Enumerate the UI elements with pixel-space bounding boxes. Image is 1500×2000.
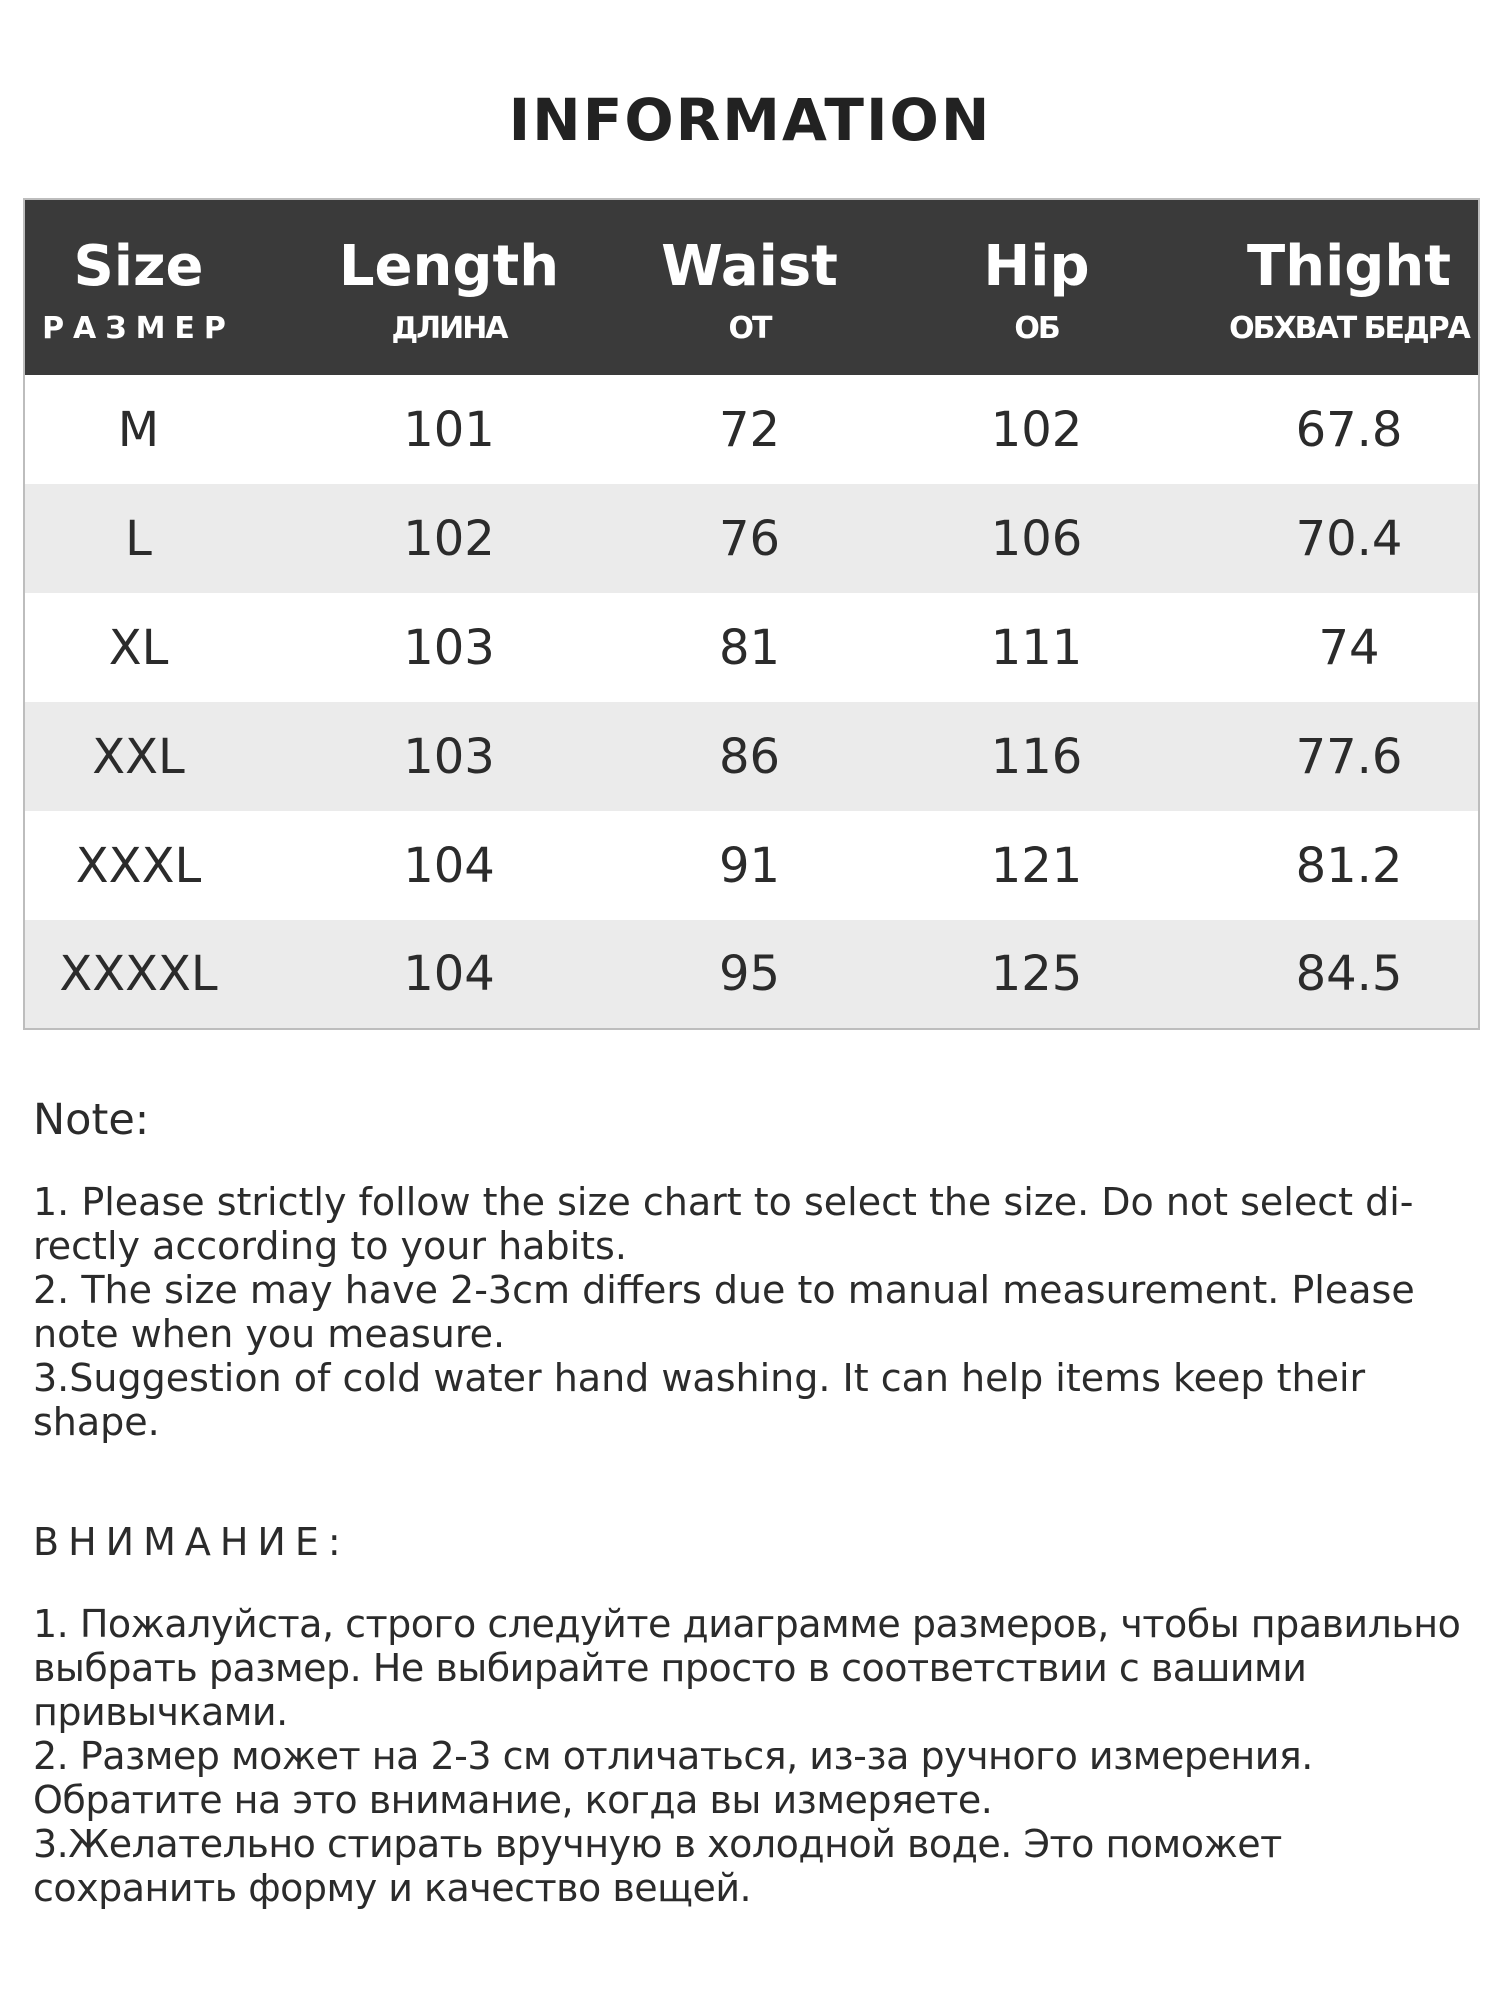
cell-thigh: 81.2 xyxy=(1295,837,1403,894)
cell-size: XXL xyxy=(92,728,185,785)
cell-hip: 106 xyxy=(990,510,1083,567)
header-label-en: Size xyxy=(73,233,204,299)
cell-length: 104 xyxy=(403,946,495,1002)
header-label-ru: ОБ xyxy=(1014,310,1059,346)
note-item: 3.Suggestion of cold water hand washing. It can help items keep their shape. xyxy=(33,1356,1366,1444)
header-label-en: Waist xyxy=(661,233,838,299)
cell-waist: 72 xyxy=(718,401,781,458)
header-label-ru: РАЗМЕР xyxy=(42,310,235,346)
cell-thigh: 67.8 xyxy=(1295,401,1403,458)
cell-hip: 116 xyxy=(990,728,1083,785)
cell-hip: 111 xyxy=(990,619,1083,676)
cell-length: 101 xyxy=(403,401,495,458)
header-waist xyxy=(646,199,853,375)
table-row xyxy=(24,920,1479,1029)
header-length xyxy=(252,199,646,375)
header-label-ru: ДЛИНА xyxy=(391,310,507,346)
cell-thigh: 74 xyxy=(1318,619,1380,676)
cell-hip: 125 xyxy=(990,946,1083,1002)
cell-length: 104 xyxy=(403,837,495,894)
note-ru-list xyxy=(33,1602,1463,1910)
header-size xyxy=(24,199,252,375)
cell-length: 102 xyxy=(403,510,495,567)
note-list xyxy=(33,1180,1463,1444)
size-chart-table xyxy=(23,198,1480,1030)
cell-size: XL xyxy=(108,619,169,676)
table-row xyxy=(24,593,1479,702)
cell-waist: 81 xyxy=(718,619,781,676)
cell-thigh: 70.4 xyxy=(1295,510,1403,567)
cell-hip: 102 xyxy=(990,401,1083,458)
table-row xyxy=(24,702,1479,811)
header-label-ru: ОТ xyxy=(728,310,771,346)
cell-hip: 121 xyxy=(990,837,1083,894)
page-title: INFORMATION xyxy=(508,86,992,154)
note-ru-item: 2. Размер может на 2-3 см отличаться, из-за ручного измерения. Обратите на это внимание, когда вы измеряете. xyxy=(33,1734,1313,1822)
note-ru-item: 3.Желательно стирать вручную в холодной воде. Это поможет сохранить форму и качество вещей. xyxy=(33,1822,1282,1910)
table-row xyxy=(24,811,1479,920)
cell-waist: 91 xyxy=(718,837,781,894)
cell-thigh: 77.6 xyxy=(1295,728,1403,785)
cell-length: 103 xyxy=(403,619,495,676)
note-heading: Note: xyxy=(33,1095,150,1145)
note-item: 2. The size may have 2-3cm differs due to manual measurement. Please note when you measure. xyxy=(33,1268,1415,1356)
cell-size: XXXL xyxy=(75,837,202,894)
cell-size: M xyxy=(117,401,160,458)
cell-waist: 95 xyxy=(718,946,781,1002)
header-label-en: Thight xyxy=(1247,233,1451,299)
table-row xyxy=(24,375,1479,484)
cell-length: 103 xyxy=(403,728,495,785)
note-ru-item: 1. Пожалуйста, строго следуйте диаграмме размеров, чтобы правильно выбрать размер. Не выбирайте просто в соответствии с вашими привычками. xyxy=(33,1602,1461,1734)
cell-size: XXXXL xyxy=(59,946,218,1002)
cell-waist: 76 xyxy=(718,510,781,567)
header-hip xyxy=(853,199,1220,375)
header-label-en: Length xyxy=(338,233,560,299)
note-ru-heading: ВНИМАНИЕ: xyxy=(33,1520,350,1564)
header-label-en: Hip xyxy=(983,233,1090,299)
header-thigh xyxy=(1220,199,1479,375)
header-label-ru: ОБХВАТ БЕДРА xyxy=(1229,310,1469,346)
note-item: 1. Please strictly follow the size chart to select the size. Do not select di-rectly according to your habits. xyxy=(33,1180,1414,1268)
table-row xyxy=(24,484,1479,593)
cell-size: L xyxy=(125,510,152,567)
table-header-row xyxy=(24,199,1479,375)
cell-waist: 86 xyxy=(718,728,781,785)
cell-thigh: 84.5 xyxy=(1295,946,1403,1002)
